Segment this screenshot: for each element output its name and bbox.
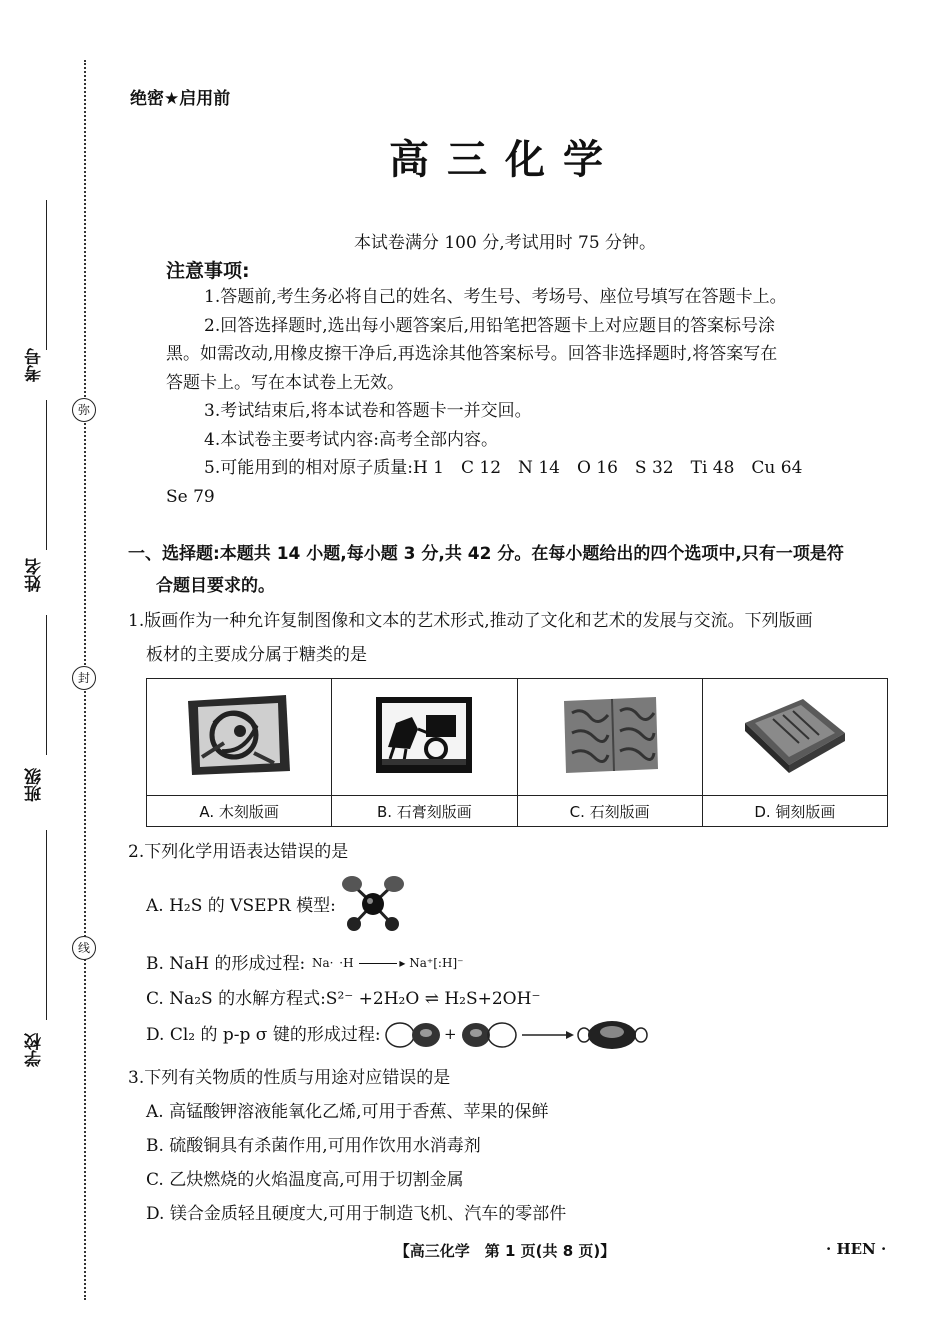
option-a-label: A. 木刻版画 [147,796,332,827]
note-line: 1.答题前,考生务必将自己的姓名、考生号、考场号、座位号填写在答题卡上。 [204,287,787,307]
class-line [46,615,47,755]
exam-number-label: 考号 [25,348,45,382]
option-image-cell [147,679,332,796]
confidential-mark: 绝密★启用前 [130,89,231,109]
note-line: 5.可能用到的相对原子质量:H 1 C 12 N 14 O 16 S 32 Ti 48 Cu 64 [204,458,803,478]
note-line: 4.本试卷主要考试内容:高考全部内容。 [204,430,498,450]
stone-print-image [558,693,662,777]
note-line: 答题卡上。写在本试卷上无效。 [166,373,404,393]
copper-print-image [739,693,851,777]
option-image-cell [332,679,517,796]
q3-option-d: D. 镁合金质轻且硬度大,可用于制造飞机、汽车的零部件 [146,1204,567,1224]
sigma-plus-sign: + [444,1025,457,1043]
plaster-print-image [372,693,476,777]
page-title: 高三化学 [389,137,621,183]
q2-option-a: A. H₂S 的 VSEPR 模型: [146,896,336,916]
name-label: 姓名 [25,558,45,592]
school-line [46,830,47,1020]
q3-option-a: A. 高锰酸钾溶液能氧化乙烯,可用于香蕉、苹果的保鲜 [146,1102,549,1122]
page-footer: 【高三化学 第 1 页(共 8 页)】 [394,1242,616,1260]
option-d-label: D. 铜刻版画 [702,796,887,827]
seal-mark: 弥 [72,398,96,422]
seal-mark: 线 [72,936,96,960]
q3-option-c: C. 乙炔燃烧的火焰温度高,可用于切割金属 [146,1170,464,1190]
note-line: Se 79 [166,487,215,507]
option-c-label: C. 石刻版画 [517,796,702,827]
notes-heading: 注意事项: [166,260,250,282]
nah-eq-h: ·H [339,956,354,970]
option-image-cell [517,679,702,796]
sigma-bond-diagram [382,1018,652,1052]
school-label: 学校 [25,1033,45,1067]
q2-stem: 2.下列化学用语表达错误的是 [128,842,349,862]
nah-formation-equation [312,956,463,970]
name-line [46,400,47,550]
exam-number-line [46,200,47,350]
q1-stem-cont: 板材的主要成分属于糖类的是 [146,645,367,665]
exam-intro: 本试卷满分 100 分,考试用时 75 分钟。 [353,233,657,253]
q2-option-c: C. Na₂S 的水解方程式:S²⁻ +2H₂O ⇌ H₂S+2OH⁻ [146,989,541,1009]
q2-option-b: B. NaH 的形成过程: [146,954,306,974]
section-heading-cont: 合题目要求的。 [156,576,275,596]
reaction-arrow [359,963,397,964]
arrow-head: ▸ [399,956,406,970]
note-line: 2.回答选择题时,选出每小题答案后,用铅笔把答题卡上对应题目的答案标号涂 [204,316,776,336]
q2-option-d: D. Cl₂ 的 p-p σ 键的形成过程: [146,1025,381,1045]
section-heading: 一、选择题:本题共 14 小题,每小题 3 分,共 42 分。在每小题给出的四个选项中,只有一项是符 [128,544,844,564]
vsepr-model-image [340,872,406,936]
seal-mark: 封 [72,666,96,690]
q1-options-table [146,678,888,827]
nah-eq-product: Na⁺[:H]⁻ [409,956,464,970]
option-b-label: B. 石膏刻版画 [332,796,517,827]
note-line: 3.考试结束后,将本试卷和答题卡一并交回。 [204,401,532,421]
paper-code: · HEN · [826,1240,887,1258]
class-label: 班级 [25,768,45,802]
q1-stem: 1.版画作为一种允许复制图像和文本的艺术形式,推动了文化和艺术的发展与交流。下列版画 [128,611,813,631]
q3-stem: 3.下列有关物质的性质与用途对应错误的是 [128,1068,451,1088]
woodcut-print-image [184,693,294,777]
note-line: 黑。如需改动,用橡皮擦干净后,再选涂其他答案标号。回答非选择题时,将答案写在 [166,344,778,364]
nah-eq-na: Na· [312,956,334,970]
option-image-cell [702,679,887,796]
q3-option-b: B. 硫酸铜具有杀菌作用,可用作饮用水消毒剂 [146,1136,481,1156]
